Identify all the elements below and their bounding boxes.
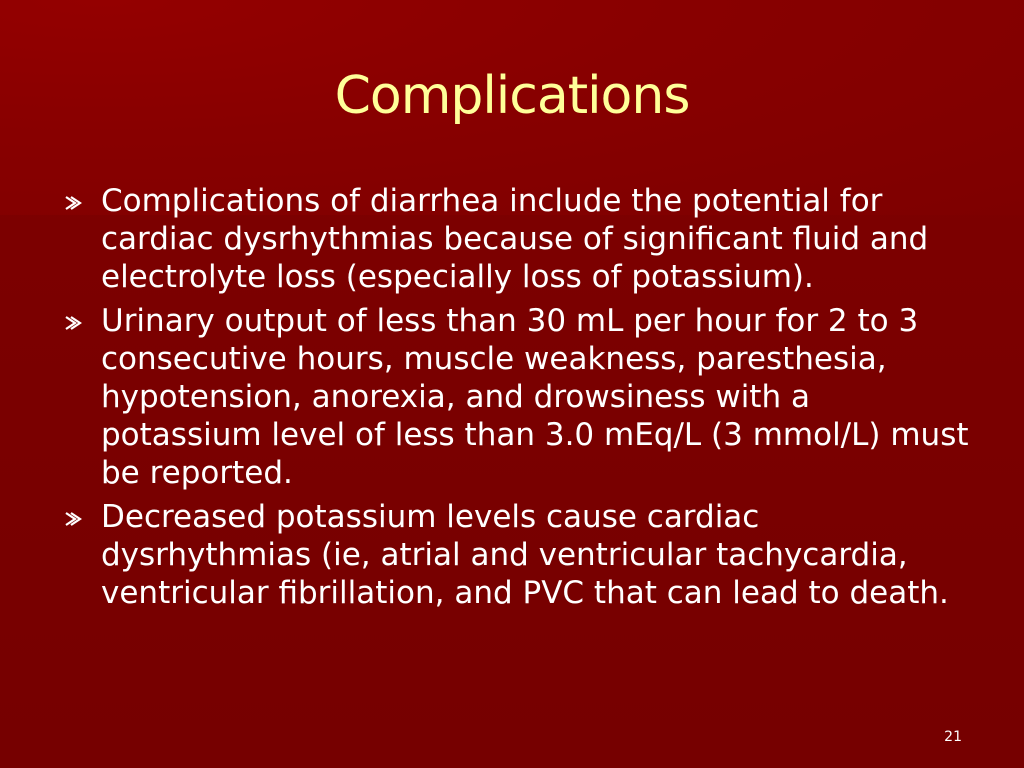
bullet-text: Urinary output of less than 30 mL per hour for 2 to 3 consecutive hours, muscle weakness, paresthesia, hypotension, anorexia, and drowsiness with a potassium level of less than 3.0 mEq/L (3 mmol/L) must be reported. <box>101 303 969 491</box>
bullet-item <box>58 182 978 296</box>
bullet-text: Complications of diarrhea include the potential for cardiac dysrhythmias because of significant fluid and electrolyte loss (especially loss of potassium). <box>101 183 929 295</box>
page-number: 21 <box>944 729 962 745</box>
bullet-item <box>58 302 978 492</box>
chevron-right-icon <box>62 511 84 527</box>
slide-title: Complications <box>334 66 690 126</box>
bullet-item <box>58 498 978 612</box>
bullet-list <box>58 182 978 618</box>
chevron-right-icon <box>62 195 84 211</box>
chevron-right-icon <box>62 315 84 331</box>
bullet-text: Decreased potassium levels cause cardiac dysrhythmias (ie, atrial and ventricular tachycardia, ventricular fibrillation, and PVC that can lead to death. <box>101 499 949 611</box>
